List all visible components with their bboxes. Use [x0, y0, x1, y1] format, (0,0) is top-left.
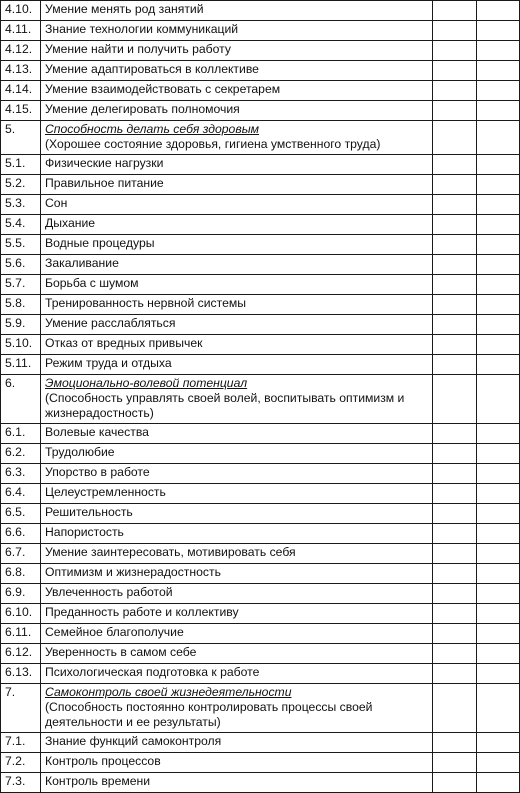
- row-text-cell: Умение найти и получить работу: [41, 41, 433, 61]
- table-row: [1, 484, 520, 504]
- row-number: 6.1.: [1, 424, 41, 444]
- section-row: [1, 684, 520, 733]
- row-text-cell: Борьба с шумом: [41, 275, 433, 295]
- score-cell-b[interactable]: [477, 584, 520, 604]
- score-cell-a[interactable]: [433, 295, 477, 315]
- table-row: [1, 21, 520, 41]
- row-text-cell: Отказ от вредных привычек: [41, 335, 433, 355]
- table-row: [1, 295, 520, 315]
- row-number: 5.10.: [1, 335, 41, 355]
- score-cell-a[interactable]: [433, 604, 477, 624]
- table-row: [1, 524, 520, 544]
- row-text-cell: Умение делегировать полномочия: [41, 101, 433, 121]
- row-text-cell: Режим труда и отдыха: [41, 355, 433, 375]
- row-number: 5.3.: [1, 195, 41, 215]
- table-row: [1, 464, 520, 484]
- score-cell-a[interactable]: [433, 215, 477, 235]
- row-text-cell: Целеустремленность: [41, 484, 433, 504]
- row-text-cell: Водные процедуры: [41, 235, 433, 255]
- row-text-cell: Знание технологии коммуникаций: [41, 21, 433, 41]
- section-description: (Способность постоянно контролировать процессы своей деятельности и ее результаты): [45, 700, 373, 729]
- section-description: (Хорошее состояние здоровья, гигиена умственного труда): [45, 137, 381, 151]
- score-cell-a[interactable]: [433, 1, 477, 21]
- row-text-cell: Сон: [41, 195, 433, 215]
- row-number: 4.13.: [1, 61, 41, 81]
- row-number: 6.: [1, 375, 41, 424]
- score-cell-a[interactable]: [433, 584, 477, 604]
- score-cell-b[interactable]: [477, 773, 520, 793]
- row-text-cell: Тренированность нервной системы: [41, 295, 433, 315]
- score-cell-b[interactable]: [477, 444, 520, 464]
- row-text-cell: [41, 121, 433, 155]
- row-number: 5.4.: [1, 215, 41, 235]
- table-row: [1, 315, 520, 335]
- row-number: 5.2.: [1, 175, 41, 195]
- score-cell-b[interactable]: [477, 81, 520, 101]
- score-cell-b[interactable]: [477, 664, 520, 684]
- table-row: [1, 424, 520, 444]
- score-cell-b[interactable]: [477, 484, 520, 504]
- score-cell-a[interactable]: [433, 524, 477, 544]
- row-text-cell: Оптимизм и жизнерадостность: [41, 564, 433, 584]
- table-row: [1, 544, 520, 564]
- row-text-cell: Контроль времени: [41, 773, 433, 793]
- table-row: [1, 41, 520, 61]
- score-cell-b[interactable]: [477, 564, 520, 584]
- score-cell-b[interactable]: [477, 155, 520, 175]
- table-row: [1, 773, 520, 793]
- row-number: 6.13.: [1, 664, 41, 684]
- score-cell-b[interactable]: [477, 61, 520, 81]
- score-cell-b[interactable]: [477, 504, 520, 524]
- section-row: [1, 121, 520, 155]
- section-row: [1, 375, 520, 424]
- score-cell-b[interactable]: [477, 753, 520, 773]
- row-number: 7.1.: [1, 733, 41, 753]
- table-row: [1, 504, 520, 524]
- row-number: 6.10.: [1, 604, 41, 624]
- score-cell-b[interactable]: [477, 624, 520, 644]
- score-cell-a[interactable]: [433, 195, 477, 215]
- score-cell-b[interactable]: [477, 195, 520, 215]
- table-row: [1, 444, 520, 464]
- row-number: 5.: [1, 121, 41, 155]
- section-heading: Эмоционально-волевой потенциал: [45, 376, 248, 390]
- row-number: 5.8.: [1, 295, 41, 315]
- score-cell-a[interactable]: [433, 335, 477, 355]
- row-text-cell: Правильное питание: [41, 175, 433, 195]
- table-row: [1, 81, 520, 101]
- score-cell-b[interactable]: [477, 355, 520, 375]
- score-cell-a[interactable]: [433, 484, 477, 504]
- score-cell-a[interactable]: [433, 733, 477, 753]
- table-body: [1, 1, 520, 793]
- row-text-cell: Семейное благополучие: [41, 624, 433, 644]
- score-cell-b[interactable]: [477, 1, 520, 21]
- row-number: 6.12.: [1, 644, 41, 664]
- row-number: 6.11.: [1, 624, 41, 644]
- table-row: [1, 584, 520, 604]
- score-cell-a[interactable]: [433, 235, 477, 255]
- row-text-cell: Закаливание: [41, 255, 433, 275]
- row-text-cell: [41, 375, 433, 424]
- row-number: 7.3.: [1, 773, 41, 793]
- table-row: [1, 355, 520, 375]
- score-cell-a[interactable]: [433, 753, 477, 773]
- table-row: [1, 1, 520, 21]
- table-row: [1, 175, 520, 195]
- score-cell-b[interactable]: [477, 235, 520, 255]
- score-cell-a[interactable]: [433, 155, 477, 175]
- score-cell-b[interactable]: [477, 375, 520, 424]
- table-row: [1, 335, 520, 355]
- table-row: [1, 255, 520, 275]
- score-cell-a[interactable]: [433, 624, 477, 644]
- score-cell-b[interactable]: [477, 101, 520, 121]
- score-cell-a[interactable]: [433, 375, 477, 424]
- row-text-cell: Умение взаимодействовать с секретарем: [41, 81, 433, 101]
- row-number: 6.9.: [1, 584, 41, 604]
- score-cell-a[interactable]: [433, 444, 477, 464]
- row-number: 4.15.: [1, 101, 41, 121]
- row-number: 6.8.: [1, 564, 41, 584]
- score-cell-b[interactable]: [477, 21, 520, 41]
- score-cell-a[interactable]: [433, 773, 477, 793]
- table-row: [1, 155, 520, 175]
- section-heading: Способность делать себя здоровым: [45, 122, 260, 136]
- table-row: [1, 564, 520, 584]
- row-number: 6.2.: [1, 444, 41, 464]
- row-number: 6.6.: [1, 524, 41, 544]
- row-text-cell: Дыхание: [41, 215, 433, 235]
- table-row: [1, 101, 520, 121]
- score-cell-b[interactable]: [477, 121, 520, 155]
- score-cell-b[interactable]: [477, 733, 520, 753]
- table-row: [1, 604, 520, 624]
- score-cell-b[interactable]: [477, 255, 520, 275]
- table-row: [1, 215, 520, 235]
- row-text-cell: Физические нагрузки: [41, 155, 433, 175]
- score-cell-a[interactable]: [433, 504, 477, 524]
- score-cell-a[interactable]: [433, 644, 477, 664]
- score-cell-a[interactable]: [433, 81, 477, 101]
- table-row: [1, 753, 520, 773]
- score-cell-a[interactable]: [433, 101, 477, 121]
- section-heading: Самоконтроль своей жизнедеятельности: [45, 685, 292, 699]
- row-text-cell: Волевые качества: [41, 424, 433, 444]
- row-text-cell: Преданность работе и коллективу: [41, 604, 433, 624]
- row-text-cell: Умение адаптироваться в коллективе: [41, 61, 433, 81]
- score-cell-b[interactable]: [477, 275, 520, 295]
- row-text-cell: Умение заинтересовать, мотивировать себя: [41, 544, 433, 564]
- score-cell-b[interactable]: [477, 315, 520, 335]
- table-row: [1, 275, 520, 295]
- score-cell-b[interactable]: [477, 424, 520, 444]
- section-description: (Способность управлять своей волей, воспитывать оптимизм и жизнерадостность): [45, 391, 405, 420]
- score-cell-a[interactable]: [433, 355, 477, 375]
- row-text-cell: Психологическая подготовка к работе: [41, 664, 433, 684]
- row-text-cell: Трудолюбие: [41, 444, 433, 464]
- score-cell-a[interactable]: [433, 121, 477, 155]
- table-row: [1, 664, 520, 684]
- row-number: 4.11.: [1, 21, 41, 41]
- row-text-cell: Умение менять род занятий: [41, 1, 433, 21]
- score-cell-b[interactable]: [477, 604, 520, 624]
- row-text-cell: Увлеченность работой: [41, 584, 433, 604]
- row-number: 5.1.: [1, 155, 41, 175]
- table-row: [1, 235, 520, 255]
- table-row: [1, 195, 520, 215]
- row-number: 5.6.: [1, 255, 41, 275]
- row-number: 6.3.: [1, 464, 41, 484]
- row-text-cell: Контроль процессов: [41, 753, 433, 773]
- score-cell-a[interactable]: [433, 255, 477, 275]
- score-cell-a[interactable]: [433, 61, 477, 81]
- score-cell-b[interactable]: [477, 335, 520, 355]
- row-text-cell: Решительность: [41, 504, 433, 524]
- row-number: 6.4.: [1, 484, 41, 504]
- row-text-cell: Умение расслабляться: [41, 315, 433, 335]
- row-number: 5.9.: [1, 315, 41, 335]
- table-row: [1, 624, 520, 644]
- score-cell-b[interactable]: [477, 41, 520, 61]
- score-cell-a[interactable]: [433, 684, 477, 733]
- score-cell-a[interactable]: [433, 464, 477, 484]
- table-row: [1, 733, 520, 753]
- table-row: [1, 61, 520, 81]
- row-number: 4.14.: [1, 81, 41, 101]
- row-number: 7.2.: [1, 753, 41, 773]
- score-cell-b[interactable]: [477, 544, 520, 564]
- score-cell-b[interactable]: [477, 524, 520, 544]
- row-text-cell: Упорство в работе: [41, 464, 433, 484]
- row-number: 4.10.: [1, 1, 41, 21]
- row-text-cell: Уверенность в самом себе: [41, 644, 433, 664]
- score-cell-a[interactable]: [433, 664, 477, 684]
- row-number: 7.: [1, 684, 41, 733]
- score-cell-b[interactable]: [477, 175, 520, 195]
- row-text-cell: Напористость: [41, 524, 433, 544]
- score-cell-a[interactable]: [433, 275, 477, 295]
- row-number: 6.7.: [1, 544, 41, 564]
- score-cell-a[interactable]: [433, 544, 477, 564]
- row-number: 5.11.: [1, 355, 41, 375]
- score-cell-b[interactable]: [477, 684, 520, 733]
- row-number: 5.7.: [1, 275, 41, 295]
- row-text-cell: [41, 684, 433, 733]
- row-number: 6.5.: [1, 504, 41, 524]
- score-cell-a[interactable]: [433, 175, 477, 195]
- table-row: [1, 644, 520, 664]
- row-text-cell: Знание функций самоконтроля: [41, 733, 433, 753]
- row-number: 5.5.: [1, 235, 41, 255]
- score-cell-a[interactable]: [433, 564, 477, 584]
- score-cell-a[interactable]: [433, 41, 477, 61]
- score-cell-b[interactable]: [477, 464, 520, 484]
- score-cell-b[interactable]: [477, 295, 520, 315]
- score-cell-b[interactable]: [477, 644, 520, 664]
- score-cell-b[interactable]: [477, 215, 520, 235]
- score-cell-a[interactable]: [433, 424, 477, 444]
- score-cell-a[interactable]: [433, 21, 477, 41]
- score-cell-a[interactable]: [433, 315, 477, 335]
- row-number: 4.12.: [1, 41, 41, 61]
